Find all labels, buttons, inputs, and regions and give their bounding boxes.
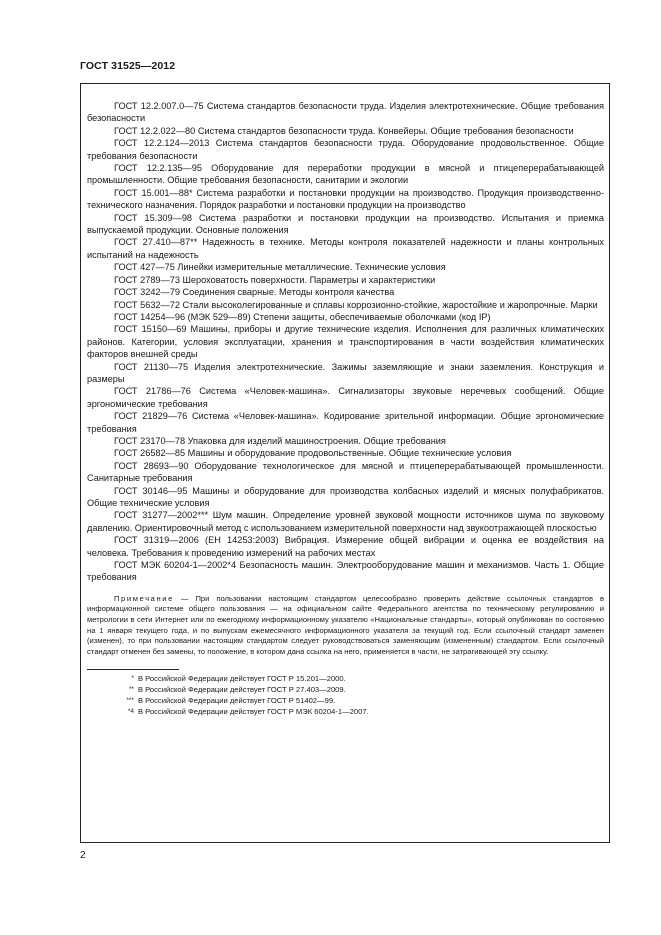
note-label: Примечание	[114, 593, 174, 603]
reference-item: ГОСТ 23170—78 Упаковка для изделий машиностроения. Общие требования	[114, 435, 446, 446]
reference-item: ГОСТ 31277—2002*** Шум машин. Определение уровней звуковой мощности источников шума по звуковому давлению. Ориентировочный метод с использованием измерительной поверхности над звукоотражающей плоскостью	[87, 510, 604, 533]
note-paragraph	[87, 594, 604, 658]
reference-item: ГОСТ 31319—2006 (ЕН 14253:2003) Вибрация. Измерение общей вибрации и оценка ее воздействия на человека. Требования к проведению измерений на рабочих местах	[87, 535, 604, 558]
footnote	[87, 707, 604, 718]
content-frame	[80, 83, 610, 843]
normative-references-list	[87, 100, 604, 584]
footnote-mark: ***	[126, 697, 134, 704]
reference-item: ГОСТ 26582—85 Машины и оборудование продовольственные. Общие технические условия	[114, 448, 512, 459]
reference-item: ГОСТ 21130—75 Изделия электротехнические. Зажимы заземляющие и знаки заземления. Конструкция и размеры	[87, 361, 604, 384]
footnote-text: В Российской Федерации действует ГОСТ Р 27.403—2009.	[138, 685, 346, 695]
reference-item: ГОСТ 3242—79 Соединения сварные. Методы контроля качества	[114, 287, 395, 298]
reference-item: ГОСТ 15.309—98 Система разработки и постановки продукции на производство. Испытания и приемка выпускаемой продукции. Основные положения	[87, 212, 604, 236]
footnote	[87, 674, 604, 685]
footnote-mark: **	[128, 686, 134, 694]
reference-item: ГОСТ 15.001—88* Система разработки и постановки продукции на производство. Продукция производственно-технического назначения. Порядок разработки и постановки продукции на производство	[87, 187, 604, 211]
reference-item: ГОСТ 15150—69 Машины, приборы и другие технические изделия. Исполнения для различных климатических районов. Категории, условия эксплуатации, хранения и транспортирования в части воздействия климатических факторов внешней среды	[87, 324, 604, 360]
reference-item: ГОСТ 14254—96 (МЭК 529—89) Степени защиты, обеспечиваемые оболочками (код IP)	[114, 311, 491, 322]
reference-item: ГОСТ 427—75 Линейки измерительные металлические. Технические условия	[114, 262, 446, 273]
footnote-text: В Российской Федерации действует ГОСТ Р 51402—99.	[138, 696, 336, 705]
reference-item: ГОСТ 30146—95 Машины и оборудование для производства колбасных изделий и мясных полуфабрикатов. Общие технические условия	[87, 485, 604, 508]
footnote-text: В Российской Федерации действует ГОСТ Р 15.201—2000.	[138, 674, 346, 684]
reference-item: ГОСТ 2789—73 Шероховатость поверхности. Параметры и характеристики	[114, 274, 436, 285]
reference-item: ГОСТ 12.2.135—95 Оборудование для переработки продукции в мясной и птицеперерабатывающей промышленности. Общие требования безопасности, санитарии и экологии	[87, 163, 604, 186]
document-header: ГОСТ 31525—2012	[80, 60, 176, 72]
footnotes-list	[87, 674, 604, 717]
reference-item: ГОСТ 12.2.007.0—75 Система стандартов безопасности труда. Изделия электротехнические. Общие требования безопасности	[87, 101, 604, 124]
footnote	[87, 696, 604, 707]
footnote-mark: *4	[127, 707, 134, 715]
reference-item: ГОСТ 27.410—87** Надежность в технике. Методы контроля показателей надежности и планы контрольных испытаний на надежность	[87, 237, 604, 260]
reference-item: ГОСТ 12.2.124—2013 Система стандартов безопасности труда. Оборудование продовольственное. Общие требования безопасности	[87, 138, 604, 161]
footnote-mark: *	[131, 675, 134, 683]
footnote	[87, 685, 604, 696]
reference-item: ГОСТ 28693—90 Оборудование технологическое для мясной и птицеперерабатывающей промышленности. Санитарные требования	[87, 460, 604, 484]
reference-item: ГОСТ 12.2.022—80 Система стандартов безопасности труда. Конвейеры. Общие требования безопасности	[114, 125, 574, 136]
reference-item: ГОСТ 5632—72 Стали высоколегированные и сплавы коррозионно-стойкие, жаростойкие и жаропрочные. Марки	[114, 299, 598, 310]
page-number: 2	[80, 850, 86, 861]
footnote-separator	[87, 669, 179, 670]
footnote-text: В Российской Федерации действует ГОСТ Р МЭК 60204-1—2007.	[138, 706, 369, 716]
note-text: — При пользовании настоящим стандартом целесообразно проверить действие ссылочных стандартов в информационной системе общего пользования — на официальном сайте Федерального агентства по техническому регулированию и метрологии в сети Интернет или по ежегодному информационному указателю «Национальные стандарты», который опубликован по состоянию на 1 января текущего года, и по выпускам ежемесячного информационного указателя за текущий год. Если ссылочный стандарт заменен (изменен), то при пользовании настоящим стандартом следует руководствоваться заменяющим (измененным) стандартом. Если ссылочный стандарт отменен без замены, то положение, в котором дана ссылка на него, применяется в части, не затрагивающей эту ссылку.	[87, 593, 604, 656]
reference-item: ГОСТ МЭК 60204-1—2002*4 Безопасность машин. Электрооборудование машин и механизмов. Часть 1. Общие требования	[87, 560, 604, 583]
reference-item: ГОСТ 21829—76 Система «Человек-машина». Кодирование зрительной информации. Общие эргономические требования	[87, 411, 604, 434]
reference-item: ГОСТ 21786—76 Система «Человек-машина». Сигнализаторы звуковые неречевых сообщений. Общие эргономические требования	[87, 386, 604, 409]
